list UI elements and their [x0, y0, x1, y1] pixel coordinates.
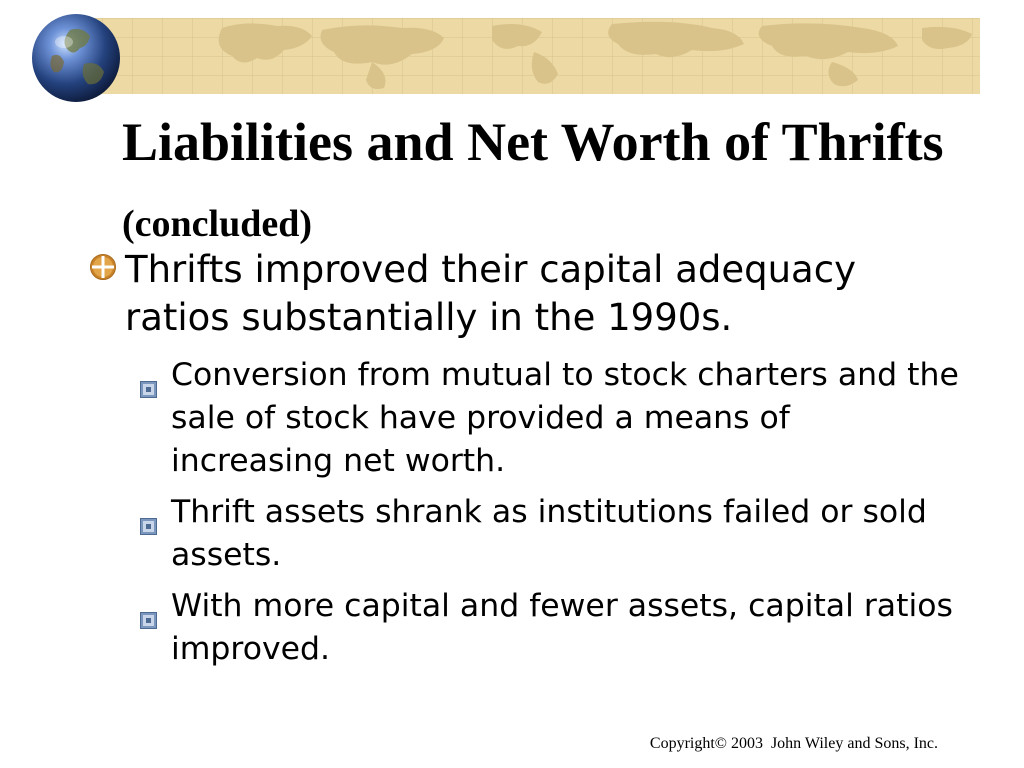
sub-bullet-item	[140, 491, 960, 577]
copyright-footer: Copyright© 2003 John Wiley and Sons, Inc.	[649, 735, 938, 752]
globe-icon	[30, 12, 122, 104]
sub-bullet-item	[140, 585, 960, 671]
sub-bullet-text: With more capital and fewer assets, capital ratios improved.	[171, 588, 953, 667]
sub-bullet-list	[140, 354, 960, 679]
slide-title-suffix: (concluded)	[122, 203, 312, 245]
sub-bullet-text: Thrift assets shrank as institutions failed or sold assets.	[171, 494, 927, 573]
main-bullet-text: Thrifts improved their capital adequacy ratios substantially in the 1990s.	[125, 248, 856, 339]
compass-bullet-icon	[89, 253, 117, 281]
square-bullet-icon	[140, 504, 157, 521]
sub-bullet-text: Conversion from mutual to stock charters and the sale of stock have provided a means of increasing net worth.	[171, 357, 959, 479]
square-bullet-icon	[140, 367, 157, 384]
square-bullet-icon	[140, 598, 157, 615]
sub-bullet-item	[140, 354, 960, 483]
header-banner	[72, 18, 980, 94]
slide-title-main: Liabilities and Net Worth of Thrifts	[122, 112, 944, 172]
slide-title	[122, 104, 982, 262]
